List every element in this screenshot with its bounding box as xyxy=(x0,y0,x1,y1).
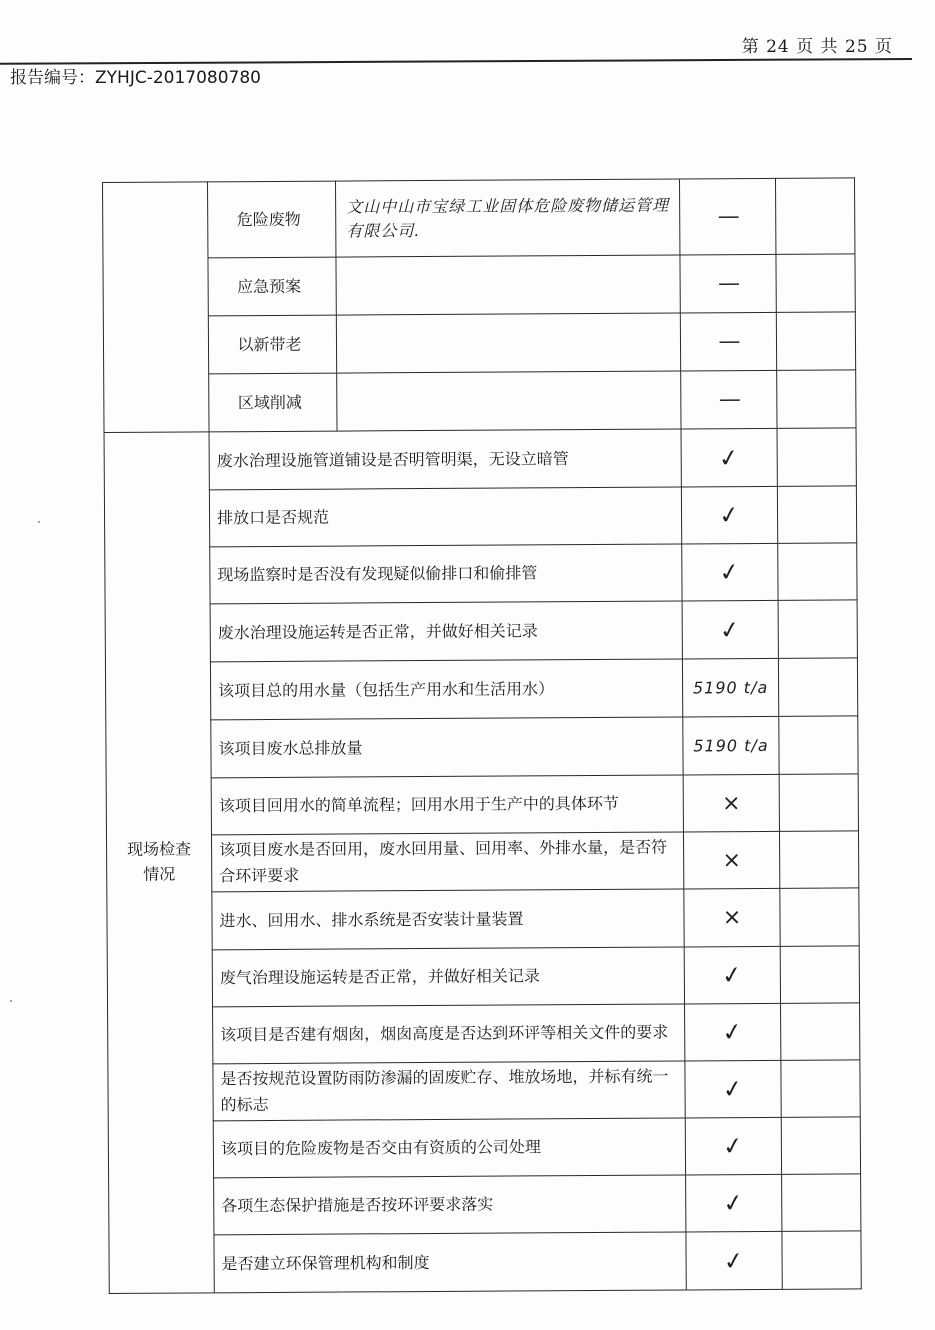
table-row xyxy=(104,370,856,433)
table-row xyxy=(107,946,859,1008)
result-cell xyxy=(682,543,778,601)
check-mark: ✓ xyxy=(718,614,743,645)
table-row xyxy=(103,254,855,317)
check-item: 废水治理设施管道铺设是否明管明渠，无设立暗管 xyxy=(209,429,681,490)
check-item: 该项目废水是否回用，废水回用量、回用率、外排水量，是否符合环评要求 xyxy=(211,832,683,892)
remark-cell xyxy=(780,888,859,946)
remark-cell xyxy=(779,831,858,888)
table-row xyxy=(105,658,857,721)
report-number: 报告编号：ZYHJC-2017080780 xyxy=(10,68,261,88)
water-usage-value: 5190 t/a xyxy=(682,658,778,717)
remark-cell xyxy=(776,312,855,370)
table-row xyxy=(104,486,856,548)
row-label: 以新带老 xyxy=(208,315,336,374)
result-cell xyxy=(683,774,779,832)
row-label: 应急预案 xyxy=(208,257,336,316)
check-item: 该项目是否建有烟囱，烟囱高度是否达到环评等相关文件的要求 xyxy=(213,1004,685,1064)
check-mark: ✓ xyxy=(721,1187,746,1219)
table-row xyxy=(103,312,855,375)
page-number: 第 24 页 共 25 页 xyxy=(741,37,893,57)
check-mark: ✓ xyxy=(722,1245,747,1276)
handwritten-value xyxy=(336,255,680,315)
remark-cell xyxy=(777,428,856,486)
result-cell xyxy=(681,370,777,429)
handwritten-value: 文山中山市宝绿工业固体危险废物储运管理有限公司. xyxy=(335,179,679,257)
table-row xyxy=(105,543,857,605)
check-item: 是否按规范设置防雨防渗漏的固废贮存、堆放场地，并标有统一的标志 xyxy=(213,1061,685,1121)
wastewater-value: 5190 t/a xyxy=(683,716,779,775)
table-row xyxy=(108,1117,860,1179)
check-mark: ✓ xyxy=(717,556,742,588)
remark-cell xyxy=(780,946,859,1003)
remark-cell xyxy=(781,1117,860,1174)
check-item: 废气治理设施运转是否正常，并做好相关记录 xyxy=(212,947,684,1007)
blank-section-cell xyxy=(103,182,210,433)
remark-cell xyxy=(777,370,856,428)
table-row xyxy=(109,1231,861,1294)
result-cell xyxy=(684,888,780,947)
result-cell xyxy=(680,254,776,313)
check-item: 是否建立环保管理机构和制度 xyxy=(214,1232,686,1293)
handwritten-value xyxy=(337,371,681,431)
check-item: 废水治理设施运转是否正常，并做好相关记录 xyxy=(210,601,682,662)
scan-speck xyxy=(38,521,40,523)
table-row xyxy=(106,774,858,836)
result-cell xyxy=(679,178,775,255)
check-item: 各项生态保护措施是否按环评要求落实 xyxy=(214,1175,686,1235)
scan-speck xyxy=(10,1000,12,1002)
table-row xyxy=(104,428,856,491)
row-label: 危险废物 xyxy=(208,181,336,258)
dash-mark: — xyxy=(718,271,739,297)
inspection-table xyxy=(102,177,862,1294)
result-cell xyxy=(682,600,778,659)
table-row xyxy=(108,1060,860,1122)
check-mark: ✓ xyxy=(720,959,745,991)
cross-mark: × xyxy=(722,905,742,931)
dash-mark: — xyxy=(717,204,738,230)
result-cell xyxy=(685,1117,781,1175)
remark-cell xyxy=(778,658,857,716)
remark-cell xyxy=(777,486,856,543)
check-mark: ✓ xyxy=(717,442,742,473)
result-cell xyxy=(686,1174,782,1232)
remark-cell xyxy=(776,254,855,312)
remark-cell xyxy=(781,1003,860,1060)
cross-mark: × xyxy=(722,790,741,816)
table-row xyxy=(106,831,858,893)
check-item: 现场监察时是否没有发现疑似偷排口和偷排管 xyxy=(210,544,682,604)
result-cell xyxy=(681,486,777,544)
section-label: 现场检查情况 xyxy=(104,432,214,1294)
table-row xyxy=(105,600,857,663)
remark-cell xyxy=(782,1174,861,1231)
remark-cell xyxy=(781,1060,860,1117)
result-cell xyxy=(684,946,780,1004)
check-mark: ✓ xyxy=(720,1016,745,1048)
check-mark: ✓ xyxy=(721,1130,746,1162)
check-item: 该项目废水总排放量 xyxy=(211,717,683,778)
remark-cell xyxy=(779,774,858,831)
check-item: 该项目回用水的简单流程；回用水用于生产中的具体环节 xyxy=(211,775,683,835)
remark-cell xyxy=(778,600,857,658)
result-cell xyxy=(680,312,776,371)
result-cell xyxy=(685,1060,781,1118)
check-item: 该项目的危险废物是否交由有资质的公司处理 xyxy=(213,1118,685,1178)
table-row xyxy=(108,1003,860,1065)
table-row xyxy=(107,888,859,951)
remark-cell xyxy=(775,178,854,254)
result-cell xyxy=(685,1003,781,1061)
table-row xyxy=(103,178,855,259)
row-label: 区域削减 xyxy=(209,373,337,432)
check-item: 进水、回用水、排水系统是否安装计量装置 xyxy=(212,889,684,950)
result-cell xyxy=(681,428,777,487)
check-mark: ✓ xyxy=(717,499,742,531)
table-row xyxy=(109,1174,861,1236)
check-mark: ✓ xyxy=(721,1073,746,1105)
check-item: 排放口是否规范 xyxy=(209,487,681,547)
dash-mark: — xyxy=(718,329,739,355)
remark-cell xyxy=(778,543,857,600)
cross-mark: × xyxy=(722,847,741,873)
table-row xyxy=(106,716,858,779)
remark-cell xyxy=(779,716,858,774)
result-cell xyxy=(686,1231,782,1290)
dash-mark: — xyxy=(718,387,739,413)
remark-cell xyxy=(782,1231,861,1289)
check-item: 该项目总的用水量（包括生产用水和生活用水） xyxy=(210,659,682,720)
result-cell xyxy=(683,831,779,889)
handwritten-value xyxy=(336,313,680,373)
